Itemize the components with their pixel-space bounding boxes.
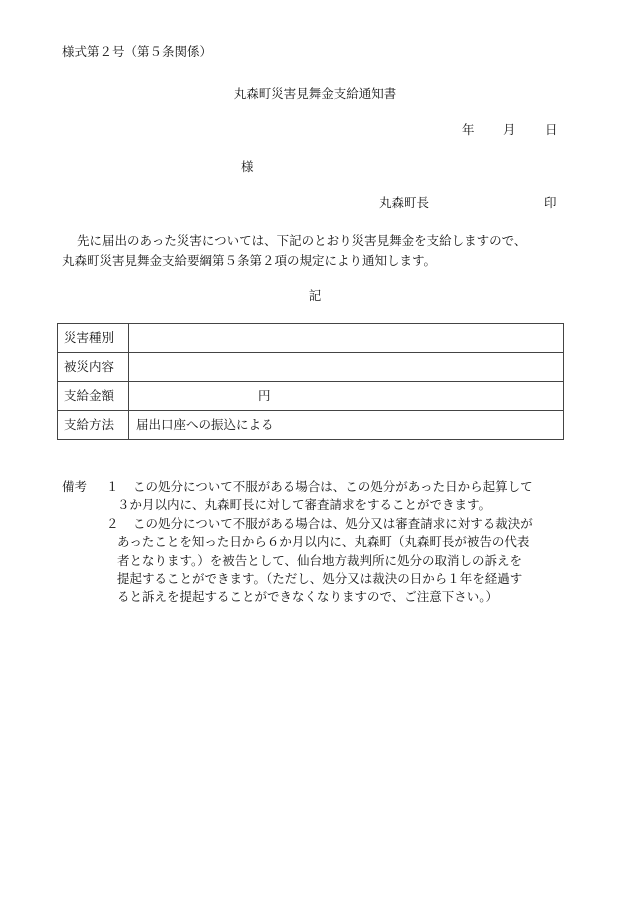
note-2-line-4: 提起することができます。（ただし、処分又は裁決の日から１年を経過す [117, 571, 523, 586]
note-1-line-2: ３か月以内に、丸森町長に対して審査請求をすることができます。 [117, 497, 492, 512]
notes-heading: 備考 [62, 479, 88, 494]
note-2-line-5: ると訴えを提起することができなくなりますので、ご注意下さい。） [117, 589, 499, 604]
date-year-label: 年 [462, 122, 475, 137]
row-value-damage-content [129, 353, 564, 382]
recipient-honorific: 様 [241, 159, 254, 174]
date-day-label: 日 [545, 122, 558, 137]
table-row [58, 324, 564, 353]
note-2-line-1: この処分について不服がある場合は、処分又は審査請求に対する裁決が [133, 516, 533, 531]
body-text-line-1: 先に届出のあった災害については、下記のとおり災害見舞金を支給しますので、 [77, 233, 527, 248]
table-row [58, 382, 564, 411]
row-label-disaster-type: 災害種別 [58, 324, 129, 353]
note-1-line-1: この処分について不服がある場合は、この処分があった日から起算して [133, 479, 533, 494]
form-number: 様式第２号（第５条関係） [62, 44, 213, 59]
document-title: 丸森町災害見舞金支給通知書 [233, 86, 397, 101]
issuer-seal-mark: 印 [544, 195, 557, 210]
note-2-line-3: 者となります。）を被告として、仙台地方裁判所に処分の取消しの訴えを [117, 553, 523, 568]
table-row [58, 353, 564, 382]
body-text-line-2: 丸森町災害見舞金支給要綱第５条第２項の規定により通知します。 [62, 253, 437, 268]
date-month-label: 月 [503, 122, 516, 137]
detail-table [57, 323, 564, 440]
row-value-payment-amount [129, 382, 564, 411]
table-row [58, 411, 564, 440]
yen-unit: 円 [258, 387, 271, 403]
note-2-line-2: あったことを知った日から６か月以内に、丸森町（丸森町長が被告の代表 [117, 534, 530, 549]
note-1-number: １ [106, 479, 119, 494]
row-label-payment-method: 支給方法 [58, 411, 129, 440]
ki-heading: 記 [308, 288, 322, 303]
row-label-payment-amount: 支給金額 [58, 382, 129, 411]
issuer-name: 丸森町長 [379, 195, 430, 210]
note-2-number: ２ [106, 516, 119, 531]
row-value-disaster-type [129, 324, 564, 353]
row-value-payment-method: 届出口座への振込による [129, 411, 564, 440]
row-label-damage-content: 被災内容 [58, 353, 129, 382]
